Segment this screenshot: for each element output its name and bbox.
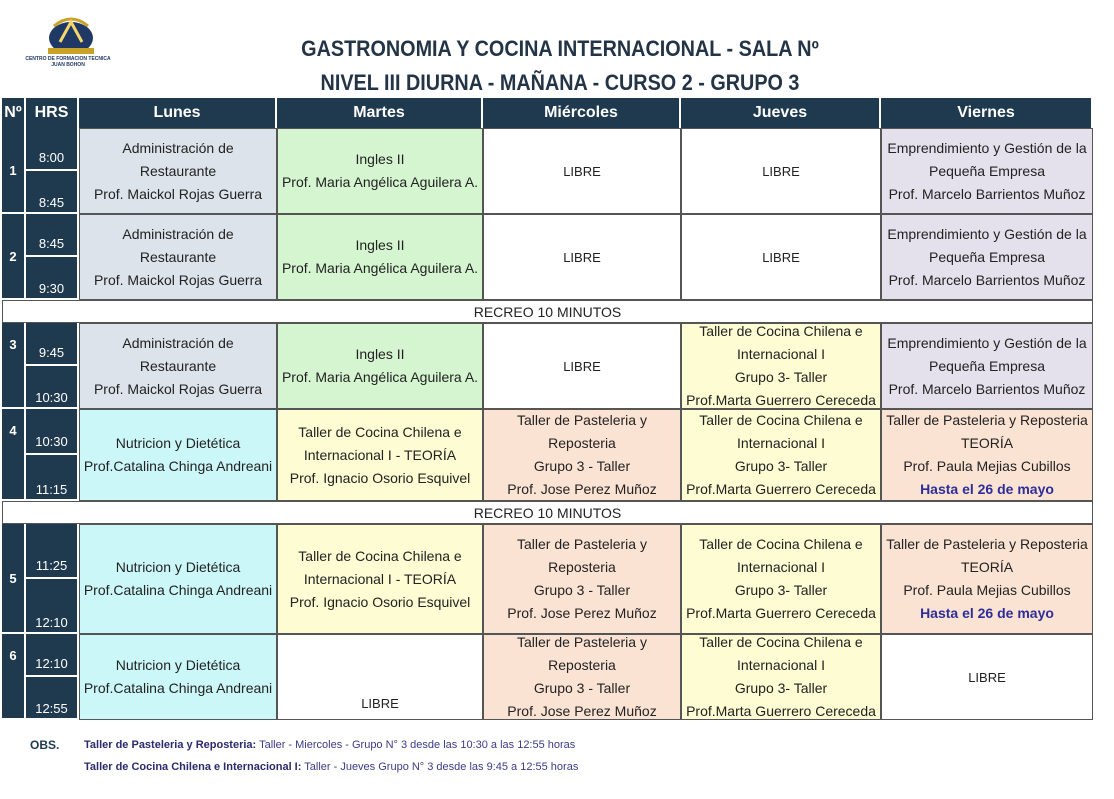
col-header-lunes: Lunes — [79, 98, 277, 128]
block-start-time: 8:45 — [26, 214, 79, 257]
class-cell: Taller de Cocina Chilena e Internacional I Grupo 3- Taller Prof.Marta Guerrero Cereceda — [681, 634, 881, 720]
page-title: GASTRONOMIA Y COCINA INTERNACIONAL - SALA Nº — [301, 36, 819, 61]
class-cell: Administración de Restaurante Prof. Maickol Rojas Guerra — [79, 323, 277, 409]
block-number: 6 — [2, 634, 26, 720]
block-end-time: 12:55 — [26, 677, 79, 720]
class-cell: Taller de Cocina Chilena e Internacional I Grupo 3- Taller Prof.Marta Guerrero Cereceda — [681, 524, 881, 634]
class-cell: LIBRE — [483, 128, 681, 214]
col-header-num: Nº — [2, 98, 26, 128]
class-cell: Taller de Pasteleria y Reposteria Grupo 3 - Taller Prof. Jose Perez Muñoz — [483, 634, 681, 720]
block-start-time: 10:30 — [26, 409, 79, 455]
obs-note-title: Taller de Cocina Chilena e Internacional I: — [84, 761, 302, 773]
col-header-jueves: Jueves — [681, 98, 881, 128]
obs-note-text: Taller - Miercoles - Grupo N° 3 desde las 10:30 a las 12:55 horas — [256, 739, 576, 751]
class-cell: Ingles II Prof. Maria Angélica Aguilera A. — [277, 323, 483, 409]
recess-row: RECREO 10 MINUTOS — [2, 300, 1093, 323]
block-end-time: 8:45 — [26, 171, 79, 214]
class-cell: Ingles II Prof. Maria Angélica Aguilera A. — [277, 214, 483, 300]
block-start-time: 9:45 — [26, 323, 79, 366]
col-header-hrs: HRS — [26, 98, 79, 128]
class-cell: Taller de Cocina Chilena e Internacional I Grupo 3- Taller Prof.Marta Guerrero Cereceda — [681, 323, 881, 409]
class-cell: LIBRE — [881, 634, 1093, 720]
col-header-viernes: Viernes — [881, 98, 1093, 128]
class-cell: Nutricion y Dietética Prof.Catalina Chinga Andreani — [79, 409, 277, 501]
class-cell: Administración de Restaurante Prof. Maickol Rojas Guerra — [79, 214, 277, 300]
obs-note — [84, 761, 578, 773]
logo-caption: CENTRO DE FORMACION TECNICA JUAN BOHON — [25, 56, 111, 68]
block-number: 2 — [2, 214, 26, 300]
class-cell: LIBRE — [483, 323, 681, 409]
block-start-time: 12:10 — [26, 634, 79, 677]
class-cell: Taller de Cocina Chilena e Internacional I - TEORÍA Prof. Ignacio Osorio Esquivel — [277, 524, 483, 634]
class-cell: Emprendimiento y Gestión de la Pequeña Empresa Prof. Marcelo Barrientos Muñoz — [881, 128, 1093, 214]
schedule-table — [2, 98, 1093, 720]
col-header-miercoles: Miércoles — [483, 98, 681, 128]
class-cell: Emprendimiento y Gestión de la Pequeña Empresa Prof. Marcelo Barrientos Muñoz — [881, 214, 1093, 300]
class-cell: Nutricion y Dietética Prof.Catalina Chinga Andreani — [79, 634, 277, 720]
class-cell: Taller de Pasteleria y Reposteria Grupo 3 - Taller Prof. Jose Perez Muñoz — [483, 409, 681, 501]
block-start-time: 11:25 — [26, 524, 79, 579]
class-cell: Nutricion y Dietética Prof.Catalina Chinga Andreani — [79, 524, 277, 634]
class-cell: Ingles II Prof. Maria Angélica Aguilera A. — [277, 128, 483, 214]
class-cell: Administración de Restaurante Prof. Maickol Rojas Guerra — [79, 128, 277, 214]
class-cell: LIBRE — [277, 634, 483, 720]
block-end-time: 9:30 — [26, 257, 79, 300]
obs-note — [84, 739, 575, 751]
obs-note-title: Taller de Pasteleria y Reposteria: — [84, 739, 257, 751]
obs-note-text: Taller - Jueves Grupo N° 3 desde las 9:45 a 12:55 horas — [301, 761, 579, 773]
class-cell: Emprendimiento y Gestión de la Pequeña Empresa Prof. Marcelo Barrientos Muñoz — [881, 323, 1093, 409]
class-cell: LIBRE — [483, 214, 681, 300]
block-number: 5 — [2, 524, 26, 634]
block-number: 3 — [2, 323, 26, 409]
block-end-time: 10:30 — [26, 366, 79, 409]
block-number: 4 — [2, 409, 26, 501]
block-end-time: 11:15 — [26, 455, 79, 501]
block-start-time: 8:00 — [26, 128, 79, 171]
obs-label: OBS. — [30, 738, 60, 752]
block-end-time: 12:10 — [26, 579, 79, 634]
class-cell: LIBRE — [681, 128, 881, 214]
class-cell: Taller de Pasteleria y Reposteria TEORÍA Prof. Paula Mejias Cubillos Hasta el 26 de mayo — [881, 409, 1093, 501]
class-cell: LIBRE — [681, 214, 881, 300]
page-subtitle: NIVEL III DIURNA - MAÑANA - CURSO 2 - GRUPO 3 — [320, 70, 800, 95]
recess-row: RECREO 10 MINUTOS — [2, 501, 1093, 524]
class-cell: Taller de Cocina Chilena e Internacional I - TEORÍA Prof. Ignacio Osorio Esquivel — [277, 409, 483, 501]
class-cell: Taller de Cocina Chilena e Internacional I Grupo 3- Taller Prof.Marta Guerrero Cereceda — [681, 409, 881, 501]
class-cell: Taller de Pasteleria y Reposteria TEORÍA Prof. Paula Mejias Cubillos Hasta el 26 de mayo — [881, 524, 1093, 634]
col-header-martes: Martes — [277, 98, 483, 128]
block-number: 1 — [2, 128, 26, 214]
class-cell: Taller de Pasteleria y Reposteria Grupo 3 - Taller Prof. Jose Perez Muñoz — [483, 524, 681, 634]
